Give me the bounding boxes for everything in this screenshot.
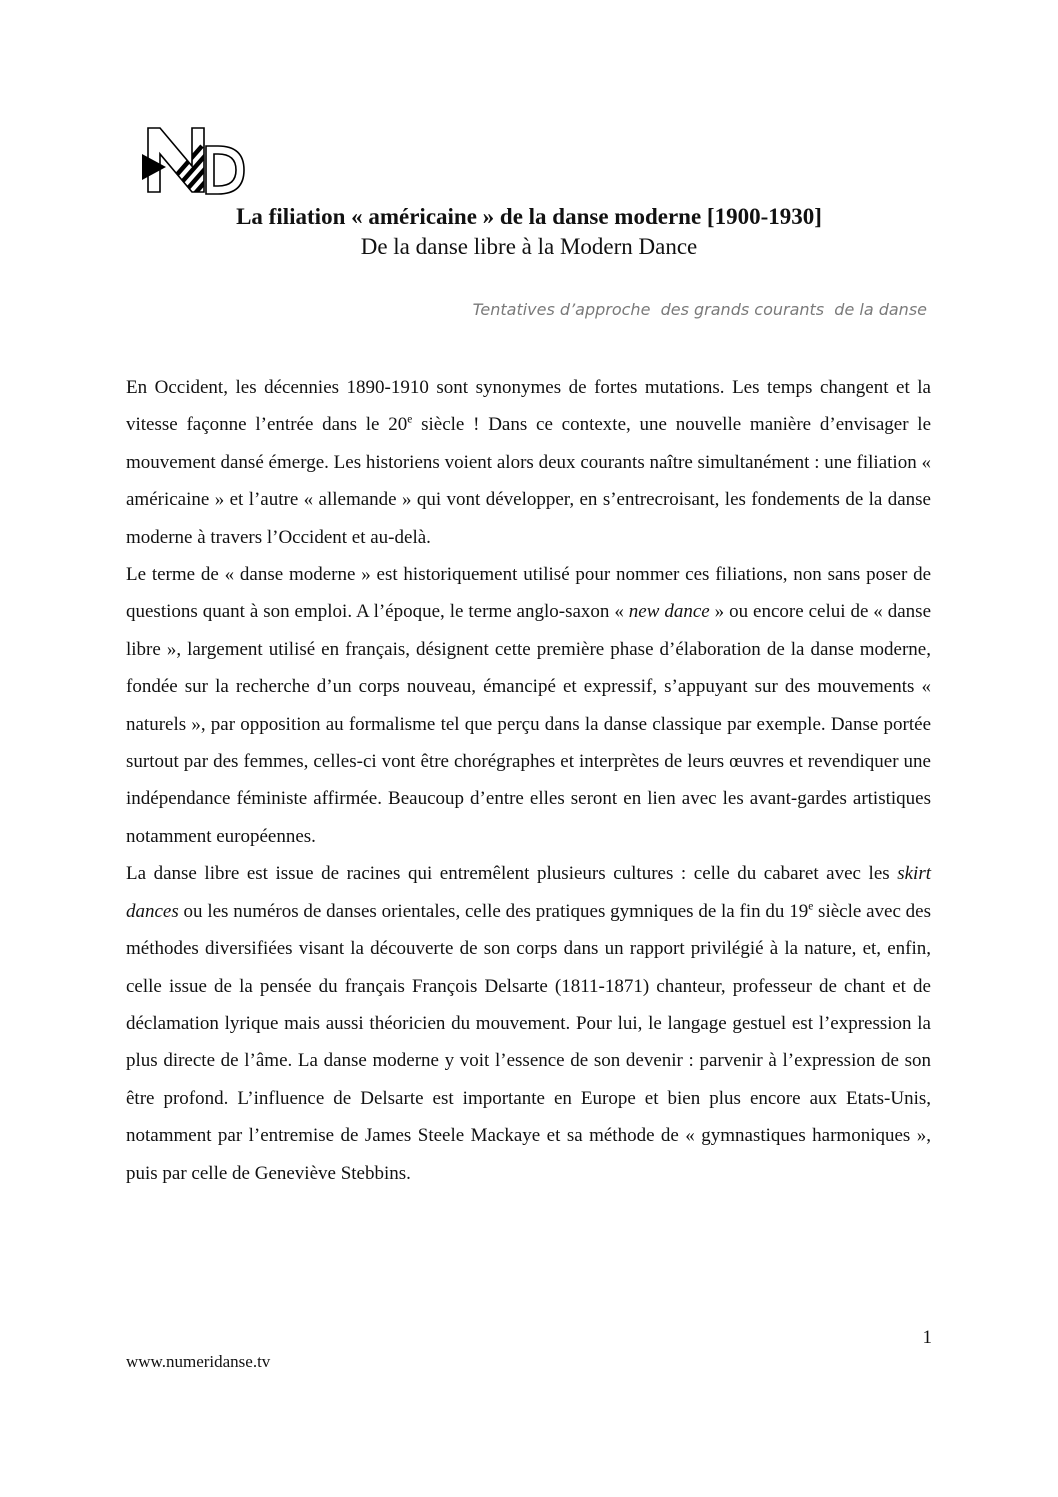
text-run: ou les numéros de danses orientales, celle des pratiques gymniques de la fin du 19 — [178, 900, 809, 922]
document-subtitle: De la danse libre à la Modern Dance — [360, 234, 698, 259]
paragraph — [126, 855, 931, 1192]
text-run: » ou encore celui de « danse libre », largement utilisé en français, désignent cette première phase d’élaboration de la danse moderne, fondée sur la recherche d’un corps nouveau, émancipé et expressif, s’appuyant sur des mouvements « naturels », par opposition au formalisme tel que perçu dans la danse classique par exemple. Danse portée surtout par des femmes, celles-ci vont être chorégraphes et interprètes de leurs œuvres et revendiquer une indépendance féministe affirmée. Beaucoup d’entre elles seront en lien avec les avant-gardes artistiques notamment européennes. — [126, 601, 932, 847]
text-run: siècle avec des méthodes diversifiées visant la découverte de son corps dans un rapport privilégié à la nature, et, enfin, celle issue de la pensée du français François Delsarte (1811-1871) chanteur, professeur de chant et de déclamation lyrique mais aussi théoricien du mouvement. Pour lui, le langage gestuel est l’expression la plus directe de l’âme. La danse moderne y voit l’essence de son devenir : parvenir à l’expression de son être profond. L’influence de Delsarte est importante en Europe et bien plus encore aux Etats-Unis, notamment par l’entremise de James Steele Mackaye et sa méthode de « gymnastiques harmoniques », puis par celle de Geneviève Stebbins. — [126, 900, 931, 1184]
superscript-run: e — [407, 414, 413, 427]
nd-logo-icon — [140, 124, 248, 196]
paragraph — [126, 556, 931, 855]
superscript-run: e — [808, 900, 814, 913]
page-number: 1 — [922, 1327, 932, 1348]
footer-url: www.numeridanse.tv — [126, 1352, 271, 1371]
body-text — [126, 369, 931, 1192]
italic-run: new dance — [628, 601, 710, 623]
document-tagline: Tentatives d’approche des grands courants de la danse — [472, 300, 927, 319]
italic-run: skirt dances — [126, 863, 931, 922]
text-run: En Occident, les décennies 1890-1910 sont synonymes de fortes mutations. Les temps changent et la vitesse façonne l’entrée dans le 20 — [126, 377, 931, 436]
document-title: La filiation « américaine » de la danse moderne [1900-1930] — [236, 204, 822, 229]
text-run: Le terme de « danse moderne » est historiquement utilisé pour nommer ces filiations, non sans poser de questions quant à son emploi. A l’époque, le terme anglo-saxon « — [126, 564, 931, 623]
text-run: La danse libre est issue de racines qui entremêlent plusieurs cultures : celle du cabaret avec les — [126, 863, 898, 885]
paragraph — [126, 369, 931, 556]
text-run: siècle ! Dans ce contexte, une nouvelle manière d’envisager le mouvement dansé émerge. Les historiens voient alors deux courants naître simultanément : une filiation « américaine » et l’autre « allemande » qui vont développer, en s’entrecroisant, les fondements de la danse moderne à travers l’Occident et au-delà. — [126, 414, 931, 548]
